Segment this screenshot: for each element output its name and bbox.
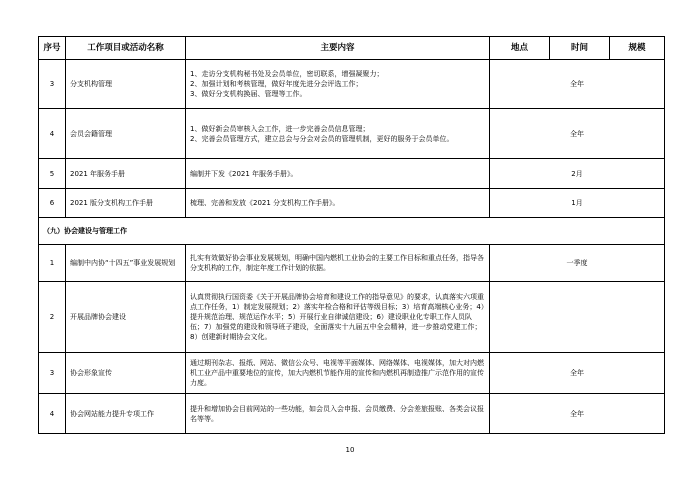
row-time: 全年 xyxy=(490,60,665,109)
row-content: 通过期刊杂志、报纸、网站、微信公众号、电视等平面媒体、网络媒体、电视媒体，加大对内燃机工业产品中重要地位的宣传，加大内燃机节能作用的宣传和内燃机再制造推广示范作用的宣传力度。 xyxy=(186,353,490,394)
row-name: 协会网站能力提升专项工作 xyxy=(66,394,186,434)
row-num: 3 xyxy=(39,353,66,394)
row-name: 分支机构管理 xyxy=(66,60,186,109)
row-time: 2月 xyxy=(490,159,665,189)
table-row xyxy=(39,60,665,109)
row-content: 梳理、完善和发放《2021 分支机构工作手册》。 xyxy=(186,189,490,218)
header-scale: 规模 xyxy=(610,37,665,60)
row-content: 编制并下发《2021 年服务手册》。 xyxy=(186,159,490,189)
row-num: 5 xyxy=(39,159,66,189)
row-num: 2 xyxy=(39,282,66,353)
table-row xyxy=(39,282,665,353)
header-place: 地点 xyxy=(490,37,550,60)
row-num: 4 xyxy=(39,394,66,434)
table-header-row xyxy=(39,37,665,60)
row-time: 全年 xyxy=(490,109,665,159)
header-time: 时间 xyxy=(550,37,610,60)
row-time: 全年 xyxy=(490,353,665,394)
table-row xyxy=(39,353,665,394)
row-num: 4 xyxy=(39,109,66,159)
section-row xyxy=(39,218,665,245)
table-row xyxy=(39,245,665,282)
row-time xyxy=(490,282,665,353)
row-time: 全年 xyxy=(490,394,665,434)
row-name: 协会形象宣传 xyxy=(66,353,186,394)
work-plan-table xyxy=(38,36,665,434)
row-name: 2021 年服务手册 xyxy=(66,159,186,189)
row-content: 认真贯彻执行国资委《关于开展品牌协会培育和建设工作的指导意见》的要求，认真落实六项重点工作任务，1）制定发展规划；2）落实年检合格和评估等级目标；3）培育高端核心业务；4）提升规范治理、规范运作水平；5）开展行业自律诚信建设；6）建设职业化专职工作人员队伍；7）加强党的建设和领导班子建设，全面落实十九届五中全会精神，进一步推动党建工作；8）创建新时期协会文化。 xyxy=(186,282,490,353)
row-content: 扎实有效做好协会事业发展规划，明确中国内燃机工业协会的主要工作目标和重点任务，指导各分支机构的工作，制定年度工作计划的依据。 xyxy=(186,245,490,282)
table-row xyxy=(39,189,665,218)
section-title: （九）协会建设与管理工作 xyxy=(39,218,665,245)
page-number: 10 xyxy=(345,446,355,454)
row-name: 会员会籍管理 xyxy=(66,109,186,159)
row-time: 1月 xyxy=(490,189,665,218)
row-content: 1、做好新会员审核入会工作，进一步完善会员信息管理； 2、完善会员管理方式，建立总会与分会对会员的管理机制，更好的服务于会员单位。 xyxy=(186,109,490,159)
row-num: 3 xyxy=(39,60,66,109)
header-name: 工作项目或活动名称 xyxy=(66,37,186,60)
row-num: 6 xyxy=(39,189,66,218)
header-num: 序号 xyxy=(39,37,66,60)
row-name: 编制中内协“十四五”事业发展规划 xyxy=(66,245,186,282)
row-name: 2021 版分支机构工作手册 xyxy=(66,189,186,218)
row-content: 1、走访分支机构秘书处及会员单位，密切联系，增强凝聚力； 2、加强计划和考核管理，做好年度先进分会评选工作； 3、做好分支机构换届、管理等工作。 xyxy=(186,60,490,109)
table-row xyxy=(39,159,665,189)
row-num: 1 xyxy=(39,245,66,282)
row-name: 开展品牌协会建设 xyxy=(66,282,186,353)
header-content: 主要内容 xyxy=(186,37,490,60)
row-time: 一季度 xyxy=(490,245,665,282)
table-row xyxy=(39,394,665,434)
table-row xyxy=(39,109,665,159)
row-content: 提升和增加协会目前网站的一些功能，如会员入会申报、会员缴费、分会差旅报账、各类会议报名等等。 xyxy=(186,394,490,434)
